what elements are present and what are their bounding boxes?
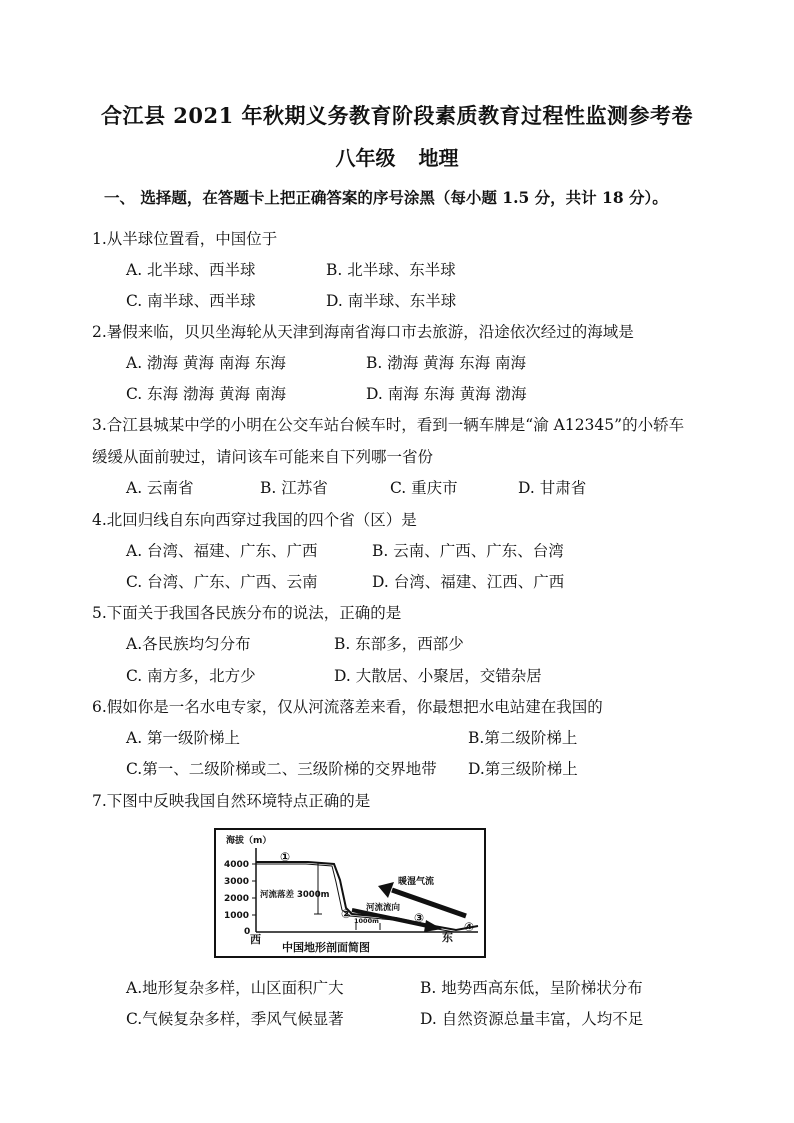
section-heading: 一、 选择题，在答题卡上把正确答案的序号涂黑（每小题 1.5 分，共计 18 分）。 bbox=[104, 188, 668, 207]
warm-air-arrow bbox=[392, 890, 466, 916]
question-7-stem: 7.下图中反映我国自然环境特点正确的是 bbox=[92, 792, 371, 810]
q4-option-b: B. 云南、广西、广东、台湾 bbox=[372, 542, 564, 560]
q1-option-b: B. 北半球、东半球 bbox=[326, 261, 456, 279]
question-3-stem: 3.合江县城某中学的小明在公交车站台候车时，看到一辆车牌是“渝 A12345”的小轿车 bbox=[92, 416, 685, 434]
q5-option-b: B. 东部多，西部少 bbox=[334, 635, 464, 653]
q7-option-c: C.气候复杂多样，季风气候显著 bbox=[126, 1010, 344, 1028]
q3-option-c: C. 重庆市 bbox=[390, 479, 458, 497]
marker-4: ④ bbox=[464, 920, 475, 934]
figure-caption: 中国地形剖面简图 bbox=[282, 941, 370, 954]
q2-option-a: A. 渤海 黄海 南海 东海 bbox=[126, 354, 286, 372]
y-tick-1000: 1000 bbox=[224, 911, 250, 921]
scale-label: 1000m bbox=[354, 917, 379, 925]
drop-label: 河流落差 3000m bbox=[260, 890, 330, 900]
q1-option-c: C. 南半球、西半球 bbox=[126, 292, 256, 310]
exam-subtitle bbox=[0, 142, 794, 171]
question-5-stem: 5.下面关于我国各民族分布的说法，正确的是 bbox=[92, 604, 402, 622]
marker-2: ② bbox=[341, 907, 352, 921]
q2-option-c: C. 东海 渤海 黄海 南海 bbox=[126, 385, 286, 403]
subject-label: 地理 bbox=[418, 146, 459, 170]
west-label: 西 bbox=[250, 933, 261, 946]
q2-option-b: B. 渤海 黄海 东海 南海 bbox=[366, 354, 527, 372]
q4-option-a: A. 台湾、福建、广东、广西 bbox=[126, 542, 318, 560]
q1-option-d: D. 南半球、东半球 bbox=[326, 292, 457, 310]
q6-option-b: B.第二级阶梯上 bbox=[468, 729, 578, 747]
q7-option-a: A.地形复杂多样，山区面积广大 bbox=[126, 979, 344, 997]
y-tick-2000: 2000 bbox=[224, 894, 250, 904]
q7-option-b: B. 地势西高东低，呈阶梯状分布 bbox=[420, 979, 643, 997]
terrain-profile-svg bbox=[216, 830, 484, 956]
question-3-stem-line2: 缓缓从面前驶过，请问该车可能来自下列哪一省份 bbox=[92, 448, 434, 466]
y-tick-0: 0 bbox=[244, 927, 251, 937]
y-axis-label: 海拔（m） bbox=[226, 836, 272, 846]
y-tick-3000: 3000 bbox=[224, 877, 250, 887]
question-2-stem: 2.暑假来临，贝贝坐海轮从天津到海南省海口市去旅游，沿途依次经过的海域是 bbox=[92, 323, 634, 341]
question-1-stem: 1.从半球位置看，中国位于 bbox=[92, 230, 278, 248]
y-tick-4000: 4000 bbox=[224, 860, 250, 870]
terrain-profile-figure bbox=[214, 828, 486, 958]
q4-option-d: D. 台湾、福建、江西、广西 bbox=[372, 573, 565, 591]
q6-option-a: A. 第一级阶梯上 bbox=[126, 729, 241, 747]
east-label: 东 bbox=[442, 931, 453, 944]
q3-option-a: A. 云南省 bbox=[126, 479, 194, 497]
marker-1: ① bbox=[280, 850, 291, 864]
question-6-stem: 6.假如你是一名水电专家，仅从河流落差来看，你最想把水电站建在我国的 bbox=[92, 698, 603, 716]
air-label: 暖湿气流 bbox=[398, 877, 435, 887]
q1-option-a: A. 北半球、西半球 bbox=[126, 261, 256, 279]
q3-option-d: D. 甘肃省 bbox=[518, 479, 587, 497]
q7-option-d: D. 自然资源总量丰富，人均不足 bbox=[420, 1010, 644, 1028]
marker-3: ③ bbox=[414, 911, 425, 925]
q2-option-d: D. 南海 东海 黄海 渤海 bbox=[366, 385, 527, 403]
grade-label: 八年级 bbox=[335, 146, 396, 170]
q6-option-d: D.第三级阶梯上 bbox=[468, 760, 578, 778]
q4-option-c: C. 台湾、广东、广西、云南 bbox=[126, 573, 318, 591]
flow-label: 河流流向 bbox=[366, 903, 401, 913]
q5-option-a: A.各民族均匀分布 bbox=[126, 635, 251, 653]
question-4-stem: 4.北回归线自东向西穿过我国的四个省（区）是 bbox=[92, 511, 417, 529]
q5-option-c: C. 南方多，北方少 bbox=[126, 667, 256, 685]
q5-option-d: D. 大散居、小聚居，交错杂居 bbox=[334, 667, 542, 685]
exam-title: 合江县 2021 年秋期义务教育阶段素质教育过程性监测参考卷 bbox=[100, 103, 694, 128]
q3-option-b: B. 江苏省 bbox=[260, 479, 328, 497]
q6-option-c: C.第一、二级阶梯或二、三级阶梯的交界地带 bbox=[126, 760, 437, 778]
